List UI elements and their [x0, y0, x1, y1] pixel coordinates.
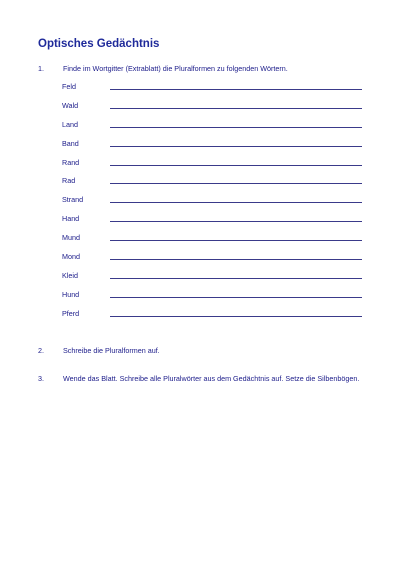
- task-2-number: 2.: [38, 346, 44, 355]
- task-3-number: 3.: [38, 374, 44, 383]
- word-row-band: [62, 139, 362, 158]
- answer-line[interactable]: [110, 240, 362, 241]
- word-label: Band: [62, 138, 79, 148]
- answer-line[interactable]: [110, 202, 362, 203]
- word-label: Kleid: [62, 270, 78, 280]
- word-label: Hand: [62, 214, 80, 224]
- word-row-strand: [62, 195, 362, 214]
- word-label: Strand: [62, 195, 84, 205]
- word-row-hund: [62, 290, 362, 309]
- word-row-pferd: [62, 309, 362, 328]
- answer-line[interactable]: [110, 183, 362, 184]
- word-label: Hund: [62, 289, 80, 299]
- answer-line[interactable]: [110, 278, 362, 279]
- answer-line[interactable]: [110, 165, 362, 166]
- word-label: Wald: [62, 100, 79, 110]
- word-row-kleid: [62, 271, 362, 290]
- word-label: Land: [62, 119, 78, 129]
- word-list: [62, 82, 362, 328]
- word-label: Feld: [62, 82, 76, 91]
- word-row-wald: [62, 101, 362, 120]
- word-label: Rad: [62, 176, 76, 186]
- task-2-text: Schreibe die Pluralformen auf.: [63, 346, 160, 355]
- answer-line[interactable]: [110, 127, 362, 128]
- task-1-number: 1.: [38, 64, 44, 73]
- word-row-mond: [62, 252, 362, 271]
- word-row-rad: [62, 176, 362, 195]
- word-label: Rand: [62, 157, 80, 167]
- answer-line[interactable]: [110, 259, 362, 260]
- word-label: Mund: [62, 233, 80, 243]
- task-1-text: Finde im Wortgitter (Extrablatt) die Pluralformen zu folgenden Wörtern.: [63, 64, 288, 73]
- answer-line[interactable]: [110, 297, 362, 298]
- answer-line[interactable]: [110, 146, 362, 147]
- answer-line[interactable]: [110, 316, 362, 317]
- word-row-feld: [62, 82, 362, 101]
- answer-line[interactable]: [110, 108, 362, 109]
- word-row-land: [62, 120, 362, 139]
- word-label: Pferd: [62, 308, 80, 318]
- worksheet-title: Optisches Gedächtnis: [38, 38, 160, 50]
- word-row-mund: [62, 233, 362, 252]
- answer-line[interactable]: [110, 89, 362, 90]
- answer-line[interactable]: [110, 221, 362, 222]
- word-row-hand: [62, 214, 362, 233]
- word-label: Mond: [62, 252, 80, 262]
- task-3-text: Wende das Blatt. Schreibe alle Pluralwörter aus dem Gedächtnis auf. Setze die Silbenbögen.: [63, 374, 360, 383]
- word-row-rand: [62, 158, 362, 177]
